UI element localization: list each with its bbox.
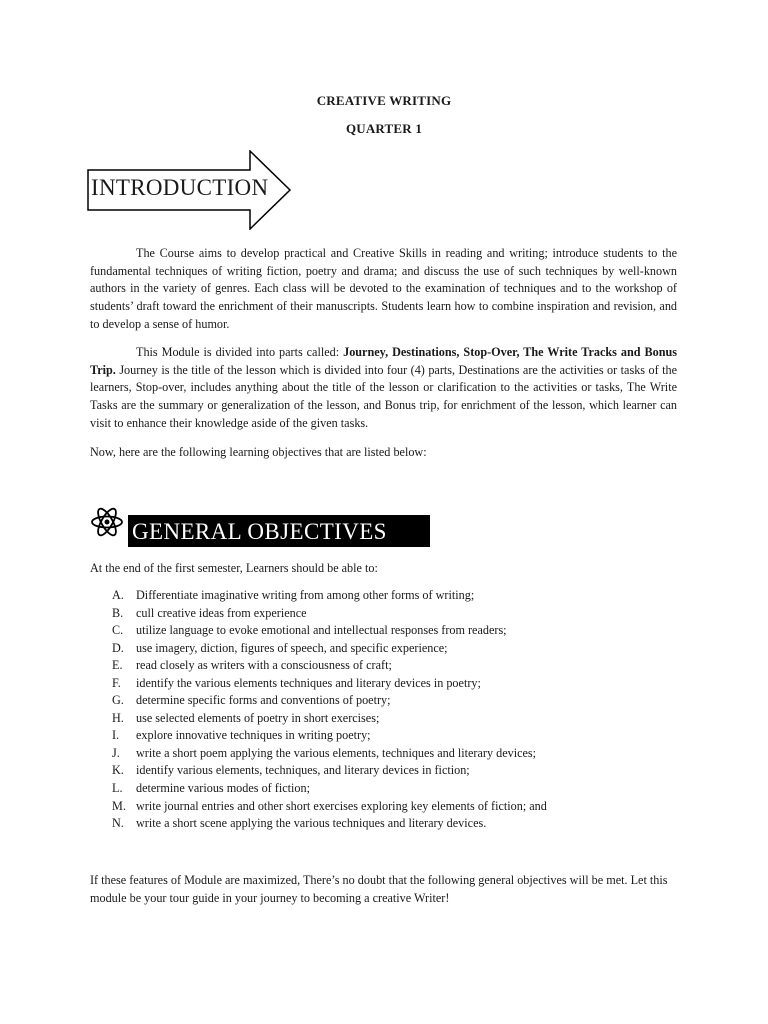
objectives-list (112, 587, 547, 833)
objective-text: write a short scene applying the various techniques and literary devices. (136, 816, 487, 831)
objective-letter: J. (112, 745, 120, 760)
objective-item (112, 727, 547, 745)
introduction-heading: INTRODUCTION (91, 175, 269, 200)
objective-item (112, 780, 547, 798)
closing-paragraph: If these features of Module are maximized, There’s no doubt that the following general objectives will be met. Let this module be your tour guide in your journey to becoming a creative Writer! (90, 873, 668, 905)
objectives-lead-text: At the end of the first semester, Learners should be able to: (90, 561, 378, 575)
objective-letter: E. (112, 658, 123, 673)
objective-text: write a short poem applying the various elements, techniques and literary devices; (136, 745, 537, 760)
objective-letter: M. (112, 798, 126, 813)
objective-letter: C. (112, 623, 124, 638)
intro-paragraph-course (90, 245, 677, 334)
module-parts-names: Journey, Destinations, Stop-Over, The Write Tracks and Bonus Trip. (90, 345, 677, 377)
general-objectives-heading: GENERAL OBJECTIVES (128, 515, 430, 547)
objectives-intro-text: Now, here are the following learning objectives that are listed below: (90, 445, 427, 459)
objective-item (112, 657, 547, 675)
objective-item (112, 710, 547, 728)
objective-item (112, 815, 547, 833)
document-title: CREATIVE WRITING (316, 93, 452, 108)
objective-text: cull creative ideas from experience (136, 605, 307, 620)
objective-text: use imagery, diction, figures of speech, and specific experience; (136, 640, 448, 655)
objective-letter: N. (112, 816, 124, 831)
objective-letter: B. (112, 605, 124, 620)
document-subtitle: QUARTER 1 (345, 121, 423, 136)
atom-icon (89, 504, 125, 540)
objective-text: Differentiate imaginative writing from among other forms of writing; (136, 588, 475, 602)
objective-text: identify various elements, techniques, and literary devices in fiction; (136, 763, 470, 778)
intro-paragraph-module (90, 344, 677, 433)
objective-letter: A. (112, 588, 124, 602)
intro-paragraph-course-text: The Course aims to develop practical and Creative Skills in reading and writing; introduce students to the fundamental techniques of writing fiction, poetry and drama; and discuss the use of such techniques by well-known authors in the variety of genres. Each class will be devoted to the examination of techniques and to the workshop of students’ draft toward the enrichment of their manuscripts. Students learn how to combine inspiration and revision, and to develop a sense of humor. (90, 246, 677, 331)
objective-item (112, 640, 547, 658)
objective-letter: F. (112, 675, 121, 690)
objective-letter: G. (112, 693, 124, 708)
objective-item (112, 622, 547, 640)
objective-text: determine various modes of fiction; (136, 781, 310, 796)
objective-item (112, 675, 547, 693)
objective-item (112, 692, 547, 710)
objective-text: explore innovative techniques in writing poetry; (136, 728, 371, 743)
objective-text: write journal entries and other short exercises exploring key elements of fiction; and (136, 798, 547, 813)
objective-item (112, 605, 547, 623)
objective-item (112, 798, 547, 816)
objective-letter: K. (112, 763, 124, 778)
objective-letter: L. (112, 781, 123, 796)
introduction-arrow-banner (87, 150, 292, 230)
objective-text: use selected elements of poetry in short exercises; (136, 710, 380, 725)
objective-letter: I. (112, 728, 120, 743)
objective-text: determine specific forms and conventions of poetry; (136, 693, 391, 708)
objective-item (112, 587, 547, 605)
module-parts-lead: This Module is divided into parts called: (136, 345, 344, 359)
objective-letter: H. (112, 710, 124, 725)
objective-letter: D. (112, 640, 124, 655)
objective-text: identify the various elements techniques and literary devices in poetry; (136, 675, 481, 690)
module-parts-description: Journey is the title of the lesson which is divided into four (4) parts, Destinations are the activities or tasks of the learners, Stop-over, includes anything about the title of the lesson or clarification to the activities or tasks, The Write Tasks are the summary or generalization of the lesson, and Bonus trip, for enrichment of the lesson, which learner can visit to enhance their knowledge aside of the given tasks. (90, 362, 677, 430)
objective-text: utilize language to evoke emotional and intellectual responses from readers; (136, 623, 507, 638)
objective-item (112, 745, 547, 763)
objective-item (112, 762, 547, 780)
objective-text: read closely as writers with a consciousness of craft; (136, 658, 392, 673)
